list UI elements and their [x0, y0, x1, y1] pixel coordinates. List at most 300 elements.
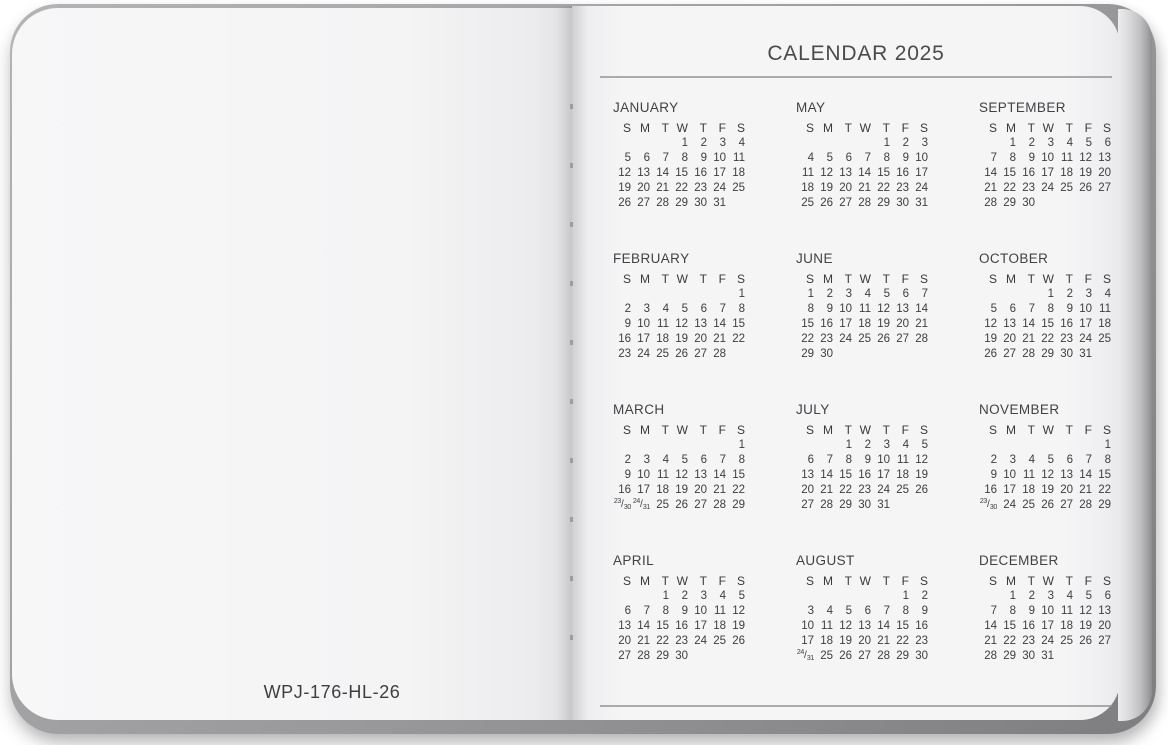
week-row	[978, 482, 1111, 497]
day-cell: 4	[902, 438, 909, 451]
weekday-label: S	[736, 573, 745, 588]
day-cell: 4	[807, 151, 814, 164]
day-cell: 3	[1047, 136, 1054, 149]
day-cell: 1	[738, 438, 745, 451]
day-cell: 31	[1079, 347, 1092, 360]
day-cell: 19	[1079, 166, 1092, 179]
day-cell: 11	[821, 619, 833, 632]
day-cell: 8	[1104, 453, 1111, 466]
weekday-label: T	[882, 271, 890, 286]
month-title: OCTOBER	[979, 251, 1049, 266]
day-cell: 24	[1079, 332, 1092, 345]
day-cell: 10	[694, 604, 707, 617]
day-cell: 3	[921, 136, 928, 149]
day-cell	[726, 648, 745, 663]
weekday-label: W	[1042, 271, 1054, 286]
day-cell: 16	[1022, 166, 1035, 179]
weekday-label: T	[1065, 422, 1073, 437]
day-cell: 26	[618, 196, 631, 209]
weekday-label: T	[844, 271, 852, 286]
day-cell: 9	[864, 453, 871, 466]
weekday-label: S	[736, 422, 745, 437]
day-cell: 28	[984, 649, 997, 662]
day-cell: 14	[637, 619, 650, 632]
day-cell: 20	[839, 181, 852, 194]
day-cell: 23	[896, 181, 909, 194]
day-cell: 20	[637, 181, 650, 194]
month-march	[612, 402, 745, 553]
day-cell: 3	[1047, 589, 1054, 602]
day-cell: 24	[713, 181, 726, 194]
day-cell: 1	[662, 589, 669, 602]
day-cell: 19	[1079, 619, 1092, 632]
week-row	[612, 648, 745, 663]
month-grid	[795, 573, 928, 663]
day-cell: 30	[675, 649, 688, 662]
day-cell: 22	[732, 483, 745, 496]
week-row	[978, 301, 1111, 316]
day-cell: 15	[1003, 619, 1016, 632]
weekday-label: S	[805, 573, 814, 588]
week-row	[795, 180, 928, 195]
weekday-label: T	[882, 422, 890, 437]
day-cell: 3	[883, 438, 890, 451]
day-cell: 25	[1060, 634, 1073, 647]
day-cell: 4	[1028, 453, 1035, 466]
month-may	[795, 100, 928, 251]
day-cell: 11	[714, 604, 726, 617]
weekday-label: T	[699, 422, 707, 437]
weekday-label: T	[699, 573, 707, 588]
month-title: JUNE	[796, 251, 833, 266]
day-cell: 5	[826, 151, 833, 164]
weekday-label: F	[901, 271, 909, 286]
day-cell: 8	[681, 151, 688, 164]
day-cell: 10	[839, 302, 852, 315]
day-cell	[871, 588, 890, 603]
day-cell: 6	[1066, 453, 1073, 466]
weekday-label: W	[859, 120, 871, 135]
product-code: WPJ-176-HL-26	[263, 682, 401, 702]
day-cell: 3	[643, 302, 650, 315]
day-cell	[833, 346, 852, 361]
day-cell: 10	[1003, 468, 1016, 481]
day-cell	[852, 346, 871, 361]
day-cell: 4	[1066, 136, 1073, 149]
week-row	[978, 497, 1111, 512]
week-row	[612, 150, 745, 165]
day-cell: 14	[1022, 317, 1035, 330]
day-cell: 2	[826, 287, 833, 300]
day-cell: 7	[1085, 453, 1092, 466]
day-cell	[1054, 648, 1073, 663]
day-cell: 14	[713, 317, 726, 330]
calendar-title: CALENDAR 2025	[767, 42, 945, 65]
week-row	[612, 180, 745, 195]
day-cell: 27	[801, 498, 814, 511]
day-cell: 30	[1022, 196, 1035, 209]
day-cell: 25	[1060, 181, 1073, 194]
month-grid	[978, 573, 1111, 663]
day-cell: 6	[1104, 136, 1111, 149]
week-row	[795, 452, 928, 467]
day-cell: 15	[656, 619, 669, 632]
weekday-label: S	[988, 120, 997, 135]
day-cell: 14	[984, 619, 997, 632]
day-cell: 5	[1085, 136, 1092, 149]
day-cell: 17	[1079, 317, 1092, 330]
month-grid	[795, 120, 928, 210]
day-cell	[707, 648, 726, 663]
day-cell: 11	[802, 166, 814, 179]
weekday-label: W	[859, 573, 871, 588]
month-grid	[978, 271, 1111, 361]
weekday-label: T	[661, 271, 669, 286]
month-title: JANUARY	[613, 100, 679, 115]
day-cell: 12	[675, 468, 688, 481]
day-cell: 5	[990, 302, 997, 315]
day-cell: 25	[1022, 498, 1035, 511]
weekday-label: F	[1084, 422, 1092, 437]
day-cell: 27	[1098, 634, 1111, 647]
day-cell: 10	[877, 453, 890, 466]
week-row	[978, 331, 1111, 346]
weekday-label: W	[676, 271, 688, 286]
day-cell: 12	[675, 317, 688, 330]
day-cell: 30	[915, 649, 928, 662]
weekday-label: S	[919, 422, 928, 437]
day-cell: 5	[681, 453, 688, 466]
day-cell: 9	[681, 604, 688, 617]
week-row	[795, 467, 928, 482]
day-cell: 3	[643, 453, 650, 466]
day-cell: 13	[1098, 151, 1111, 164]
day-cell: 11	[657, 468, 669, 481]
day-cell: 12	[877, 302, 890, 315]
day-cell: 1	[902, 589, 909, 602]
weekday-label: M	[1006, 422, 1016, 437]
weekday-label: M	[1006, 573, 1016, 588]
day-cell: 9	[700, 151, 707, 164]
weekday-label: T	[844, 573, 852, 588]
day-cell: 11	[1023, 468, 1035, 481]
day-cell: 20	[694, 332, 707, 345]
day-cell: 14	[820, 468, 833, 481]
week-row	[795, 603, 928, 618]
day-cell: 2	[1028, 136, 1035, 149]
week-row	[795, 437, 928, 452]
day-cell: 18	[1098, 317, 1111, 330]
day-cell: 14	[858, 166, 871, 179]
day-cell: 11	[1061, 151, 1073, 164]
day-cell	[997, 437, 1016, 452]
day-cell: 17	[877, 468, 890, 481]
day-cell	[612, 437, 631, 452]
weekday-label: F	[901, 573, 909, 588]
day-cell: 12	[984, 317, 997, 330]
day-cell	[1054, 195, 1073, 210]
day-cell: 9	[1066, 302, 1073, 315]
weekday-label: F	[718, 271, 726, 286]
week-row	[795, 588, 928, 603]
day-cell: 10	[713, 151, 726, 164]
weekday-label: T	[1027, 422, 1035, 437]
day-cell: 10	[637, 468, 650, 481]
day-cell: 20	[858, 634, 871, 647]
month-title: NOVEMBER	[979, 402, 1060, 417]
day-cell: 27	[618, 649, 631, 662]
month-grid	[612, 573, 745, 663]
weekday-label: S	[1102, 573, 1111, 588]
day-cell: 15	[896, 619, 909, 632]
day-cell: 27	[694, 347, 707, 360]
day-cell: 10	[1041, 604, 1054, 617]
day-cell	[978, 286, 997, 301]
day-cell: 4	[662, 453, 669, 466]
day-cell: 29	[839, 498, 852, 511]
day-cell: $^{23}$/30	[613, 498, 631, 511]
day-cell: 29	[732, 498, 745, 511]
day-cell: 22	[1098, 483, 1111, 496]
day-cell: 14	[713, 468, 726, 481]
day-cell: 29	[1003, 649, 1016, 662]
weekday-label: F	[718, 120, 726, 135]
day-cell: 26	[915, 483, 928, 496]
weekday-label: M	[640, 271, 650, 286]
day-cell: 12	[1079, 604, 1092, 617]
day-cell: 26	[1079, 181, 1092, 194]
day-cell: 18	[1022, 483, 1035, 496]
day-cell	[852, 135, 871, 150]
day-cell	[1073, 195, 1092, 210]
day-cell: 21	[637, 634, 650, 647]
day-cell: 5	[1085, 589, 1092, 602]
weekday-label: W	[676, 422, 688, 437]
day-cell: 22	[1003, 634, 1016, 647]
day-cell: 5	[845, 604, 852, 617]
weekday-label: T	[1065, 271, 1073, 286]
day-cell: 8	[1009, 151, 1016, 164]
day-cell: 13	[694, 317, 707, 330]
day-cell: 26	[839, 649, 852, 662]
day-cell	[707, 437, 726, 452]
day-cell: 14	[1079, 468, 1092, 481]
day-cell: 17	[1041, 619, 1054, 632]
day-cell: 25	[820, 649, 833, 662]
day-cell: 1	[845, 438, 852, 451]
week-row	[978, 180, 1111, 195]
week-row	[978, 437, 1111, 452]
week-row	[612, 331, 745, 346]
day-cell: 21	[1022, 332, 1035, 345]
day-cell: 1	[1104, 438, 1111, 451]
day-cell: 4	[738, 136, 745, 149]
day-cell: 8	[662, 604, 669, 617]
day-cell: 12	[618, 166, 631, 179]
day-cell: 26	[820, 196, 833, 209]
day-cell: 14	[877, 619, 890, 632]
day-cell: 21	[858, 181, 871, 194]
day-cell: 14	[984, 166, 997, 179]
day-cell	[1073, 437, 1092, 452]
weekday-label: S	[622, 120, 631, 135]
day-cell: 13	[637, 166, 650, 179]
week-row	[612, 618, 745, 633]
week-row	[795, 195, 928, 210]
week-row	[978, 346, 1111, 361]
day-cell: 1	[883, 136, 890, 149]
day-cell	[688, 437, 707, 452]
day-cell: 18	[896, 468, 909, 481]
month-april	[612, 553, 745, 704]
day-cell: 2	[990, 453, 997, 466]
weekday-label: F	[1084, 120, 1092, 135]
day-cell: 21	[984, 181, 997, 194]
weekday-label: T	[844, 422, 852, 437]
day-cell: 21	[713, 483, 726, 496]
day-cell: 17	[1041, 166, 1054, 179]
day-cell: 26	[732, 634, 745, 647]
day-cell: 3	[1085, 287, 1092, 300]
day-cell: 23	[915, 634, 928, 647]
day-cell	[631, 286, 650, 301]
spine-stitches	[570, 104, 573, 660]
weekday-label: S	[622, 422, 631, 437]
weekday-label: S	[919, 573, 928, 588]
day-cell: 16	[858, 468, 871, 481]
month-title: MAY	[796, 100, 826, 115]
day-cell: 22	[877, 181, 890, 194]
day-cell: 24	[1003, 498, 1016, 511]
day-cell: 9	[1028, 151, 1035, 164]
day-cell: 28	[713, 498, 726, 511]
day-cell: 11	[657, 317, 669, 330]
weekday-label: S	[805, 422, 814, 437]
weekday-label: M	[823, 271, 833, 286]
day-cell: 26	[675, 347, 688, 360]
day-cell	[631, 437, 650, 452]
weekday-label: T	[1027, 573, 1035, 588]
weekday-label: S	[919, 271, 928, 286]
month-grid	[795, 422, 928, 512]
day-cell: 28	[858, 196, 871, 209]
day-cell: 25	[1098, 332, 1111, 345]
week-row	[612, 135, 745, 150]
day-cell	[726, 195, 745, 210]
day-cell: 8	[902, 604, 909, 617]
day-cell: 29	[1003, 196, 1016, 209]
week-row	[612, 195, 745, 210]
day-cell: 1	[1009, 589, 1016, 602]
day-cell	[814, 437, 833, 452]
day-cell: 18	[1060, 166, 1073, 179]
day-cell	[1092, 195, 1111, 210]
week-row	[795, 165, 928, 180]
day-cell: 7	[719, 302, 726, 315]
day-cell: 10	[1041, 151, 1054, 164]
day-cell: 28	[713, 347, 726, 360]
weekday-label: M	[823, 422, 833, 437]
day-cell: 12	[839, 619, 852, 632]
day-cell: 15	[839, 468, 852, 481]
day-cell: 25	[732, 181, 745, 194]
weekday-label: S	[622, 271, 631, 286]
day-cell: 3	[807, 604, 814, 617]
day-cell: 7	[719, 453, 726, 466]
week-row	[978, 452, 1111, 467]
day-cell	[795, 437, 814, 452]
day-cell: 19	[915, 468, 928, 481]
day-cell: 19	[877, 317, 890, 330]
day-cell: 10	[1079, 302, 1092, 315]
week-row	[978, 286, 1111, 301]
day-cell: 7	[864, 151, 871, 164]
day-cell: 2	[1066, 287, 1073, 300]
day-cell: 31	[1041, 649, 1054, 662]
week-row	[612, 633, 745, 648]
day-cell: 9	[990, 468, 997, 481]
day-cell: 20	[1098, 619, 1111, 632]
weekday-label: S	[1102, 422, 1111, 437]
day-cell: 30	[858, 498, 871, 511]
week-row	[612, 497, 745, 512]
day-cell: 7	[883, 604, 890, 617]
day-cell: 1	[807, 287, 814, 300]
day-cell: 7	[826, 453, 833, 466]
day-cell: 15	[1041, 317, 1054, 330]
week-row	[612, 588, 745, 603]
day-cell: 31	[915, 196, 928, 209]
weekday-label: S	[622, 573, 631, 588]
day-cell: 2	[921, 589, 928, 602]
day-cell: 19	[1041, 483, 1054, 496]
weekday-label: W	[859, 271, 871, 286]
day-cell	[978, 588, 997, 603]
day-cell: 23	[1022, 181, 1035, 194]
weekday-label: S	[736, 120, 745, 135]
day-cell: 7	[921, 287, 928, 300]
day-cell: 22	[1041, 332, 1054, 345]
day-cell: 9	[1028, 604, 1035, 617]
day-cell: 26	[675, 498, 688, 511]
day-cell: 11	[733, 151, 745, 164]
day-cell: 10	[801, 619, 814, 632]
day-cell: 16	[618, 332, 631, 345]
day-cell: 20	[618, 634, 631, 647]
day-cell: 18	[801, 181, 814, 194]
day-cell: 15	[801, 317, 814, 330]
day-cell	[631, 588, 650, 603]
day-cell: 9	[902, 151, 909, 164]
day-cell: 5	[738, 589, 745, 602]
day-cell: 2	[902, 136, 909, 149]
day-cell: 11	[1099, 302, 1111, 315]
day-cell: 20	[1060, 483, 1073, 496]
day-cell: 30	[896, 196, 909, 209]
day-cell: 20	[801, 483, 814, 496]
weekday-label: S	[805, 120, 814, 135]
weekday-label: S	[1102, 271, 1111, 286]
day-cell: 9	[921, 604, 928, 617]
day-cell: 30	[1022, 649, 1035, 662]
day-cell: 25	[801, 196, 814, 209]
day-cell: 13	[839, 166, 852, 179]
week-row	[795, 286, 928, 301]
weekday-label: M	[1006, 271, 1016, 286]
day-cell	[612, 588, 631, 603]
day-cell: 6	[624, 604, 631, 617]
weekday-label: W	[1042, 573, 1054, 588]
